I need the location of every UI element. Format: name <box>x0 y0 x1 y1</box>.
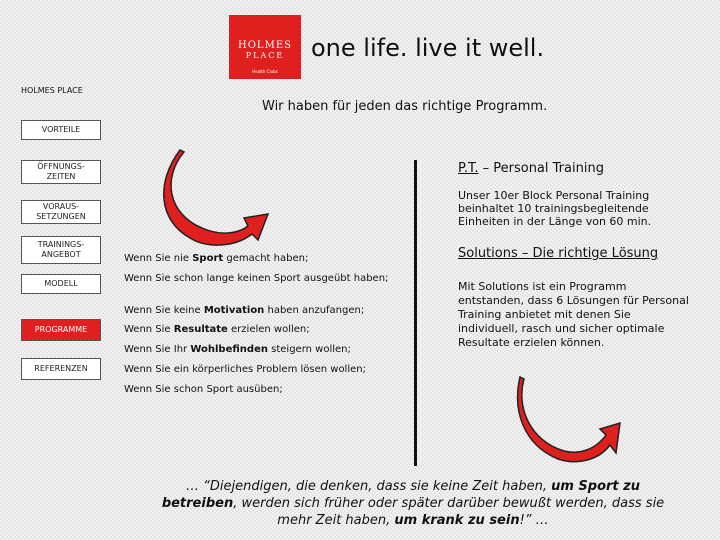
list-item: Wenn Sie Resultate erzielen wollen; <box>124 324 310 335</box>
logo-line1: HOLMES <box>238 40 292 51</box>
logo-line2: PLACE <box>245 51 285 60</box>
tagline: one life. live it well. <box>311 34 545 62</box>
page-subtitle: Wir haben für jeden das richtige Programm. <box>262 99 548 114</box>
nav-label: TRAININGS- ANGEBOT <box>37 240 85 259</box>
nav-voraussetzungen[interactable] <box>21 200 101 224</box>
brand-label: HOLMES PLACE <box>21 86 83 95</box>
pt-description: Unser 10er Block Personal Training beinhaltet 10 trainingsbegleitende Einheiten in der Länge von 60 min. <box>458 189 652 228</box>
nav-label: REFERENZEN <box>34 364 88 373</box>
curved-arrow-down-right-icon <box>156 148 280 252</box>
nav-label: MODELL <box>44 279 78 288</box>
list-item: Wenn Sie schon Sport ausüben; <box>124 384 283 395</box>
nav-modell[interactable] <box>21 274 101 294</box>
pt-heading: P.T. – Personal Training <box>458 161 604 176</box>
list-item: Wenn Sie keine Motivation haben anzufangen; <box>124 305 365 316</box>
nav-programme[interactable] <box>21 319 101 341</box>
nav-trainingsangebot[interactable] <box>21 236 101 264</box>
nav-referenzen[interactable] <box>21 358 101 380</box>
list-item: Wenn Sie nie Sport gemacht haben; <box>124 253 309 264</box>
nav-label: VORTEILE <box>41 125 81 134</box>
solutions-heading: Solutions – Die richtige Lösung <box>458 246 659 261</box>
curved-arrow-down-left-icon <box>516 373 622 465</box>
list-item: Wenn Sie Ihr Wohlbefinden steigern wollen; <box>124 344 351 355</box>
list-item: Wenn Sie ein körperliches Problem lösen wollen; <box>124 364 366 375</box>
solutions-description: Mit Solutions ist ein Programm entstanden, dass 6 Lösungen für Personal Training anbietet mit denen Sie individuell, rasch und sicher optimale Resultate erzielen können. <box>458 280 689 349</box>
nav-oeffnungszeiten[interactable] <box>21 160 101 184</box>
nav-label: PROGRAMME <box>34 325 88 334</box>
vertical-divider <box>414 160 417 466</box>
nav-vorteile[interactable] <box>21 120 101 140</box>
list-item: Wenn Sie schon lange keinen Sport ausgeübt haben; <box>124 273 389 284</box>
nav-label: VORAUS- SETZUNGEN <box>36 202 86 221</box>
logo-line3: Health Clubs <box>252 69 278 74</box>
holmes-place-logo <box>229 15 301 79</box>
quote: … “Diejendigen, die denken, dass sie keine Zeit haben, um Sport zu betreiben, werden sich früher oder später darüber bewußt werden, dass sie mehr Zeit haben, um krank zu sein!” … <box>161 479 665 528</box>
nav-label: ÖFFNUNGS- ZEITEN <box>37 162 85 181</box>
